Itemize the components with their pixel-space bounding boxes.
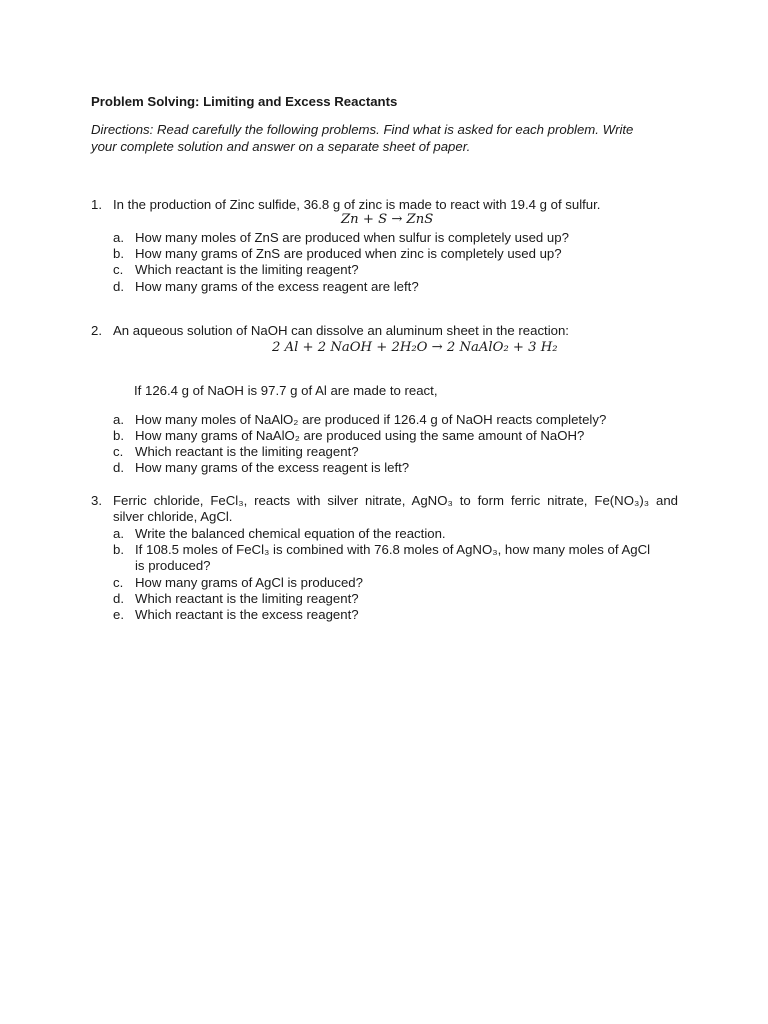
problem-1-item-c: Which reactant is the limiting reagent? — [135, 262, 359, 277]
problem-1-item-c-letter: c. — [113, 262, 124, 277]
problem-1-item-d-letter: d. — [113, 279, 124, 294]
problem-3-item-d-letter: d. — [113, 591, 124, 606]
problem-2-item-a-letter: a. — [113, 412, 124, 427]
problem-3-number: 3. — [91, 493, 102, 508]
problem-2-item-d: How many grams of the excess reagent is left? — [135, 460, 410, 475]
problem-2-stem: An aqueous solution of NaOH can dissolve an aluminum sheet in the reaction: — [113, 323, 569, 338]
problem-3-item-c-letter: c. — [113, 575, 124, 590]
problem-3-item-e: Which reactant is the excess reagent? — [135, 607, 359, 622]
problem-2-equation: 2 Al + 2 NaOH + 2H₂O → 2 NaAlO₂ + 3 H₂ — [272, 340, 558, 355]
page-title: Problem Solving: Limiting and Excess Reactants — [91, 94, 398, 109]
problem-3-stem-line-2: silver chloride, AgCl. — [113, 509, 233, 524]
problem-1-item-a-letter: a. — [113, 230, 124, 245]
problem-2-note: If 126.4 g of NaOH is 97.7 g of Al are made to react, — [134, 383, 438, 398]
problem-1-equation: Zn + S → ZnS — [341, 212, 434, 227]
problem-3-stem-line-1: Ferric chloride, FeCl₃, reacts with silver nitrate, AgNO₃ to form ferric nitrate, Fe(NO₃)₃ and — [113, 493, 678, 508]
problem-1-item-b: How many grams of ZnS are produced when zinc is completely used up? — [135, 246, 562, 261]
directions-line-1: Directions: Read carefully the following problems. Find what is asked for each problem. Write — [91, 122, 634, 137]
directions-line-2: your complete solution and answer on a separate sheet of paper. — [91, 139, 471, 154]
problem-3-item-a: Write the balanced chemical equation of the reaction. — [135, 526, 446, 541]
problem-2-item-a: How many moles of NaAlO₂ are produced if 126.4 g of NaOH reacts completely? — [135, 412, 607, 427]
problem-3-item-b-continued: is produced? — [135, 558, 211, 573]
directions — [91, 121, 681, 155]
problem-2-item-b: How many grams of NaAlO₂ are produced using the same amount of NaOH? — [135, 428, 585, 443]
problem-1-stem: In the production of Zinc sulfide, 36.8 g of zinc is made to react with 19.4 g of sulfur. — [113, 197, 601, 212]
problem-3-item-e-letter: e. — [113, 607, 124, 622]
problem-2-item-c-letter: c. — [113, 444, 124, 459]
problem-3-item-a-letter: a. — [113, 526, 124, 541]
problem-2-number: 2. — [91, 323, 102, 338]
problem-3-item-b: If 108.5 moles of FeCl₃ is combined with 76.8 moles of AgNO₃, how many moles of AgCl — [135, 542, 651, 557]
problem-2-item-c: Which reactant is the limiting reagent? — [135, 444, 359, 459]
problem-1-item-a: How many moles of ZnS are produced when sulfur is completely used up? — [135, 230, 569, 245]
problem-1-number: 1. — [91, 197, 102, 212]
problem-2-item-b-letter: b. — [113, 428, 124, 443]
problem-3-item-d: Which reactant is the limiting reagent? — [135, 591, 359, 606]
problem-2-item-d-letter: d. — [113, 460, 124, 475]
problem-1-item-b-letter: b. — [113, 246, 124, 261]
problem-1-item-d: How many grams of the excess reagent are left? — [135, 279, 419, 294]
problem-3-item-c: How many grams of AgCl is produced? — [135, 575, 363, 590]
problem-3-item-b-letter: b. — [113, 542, 124, 557]
